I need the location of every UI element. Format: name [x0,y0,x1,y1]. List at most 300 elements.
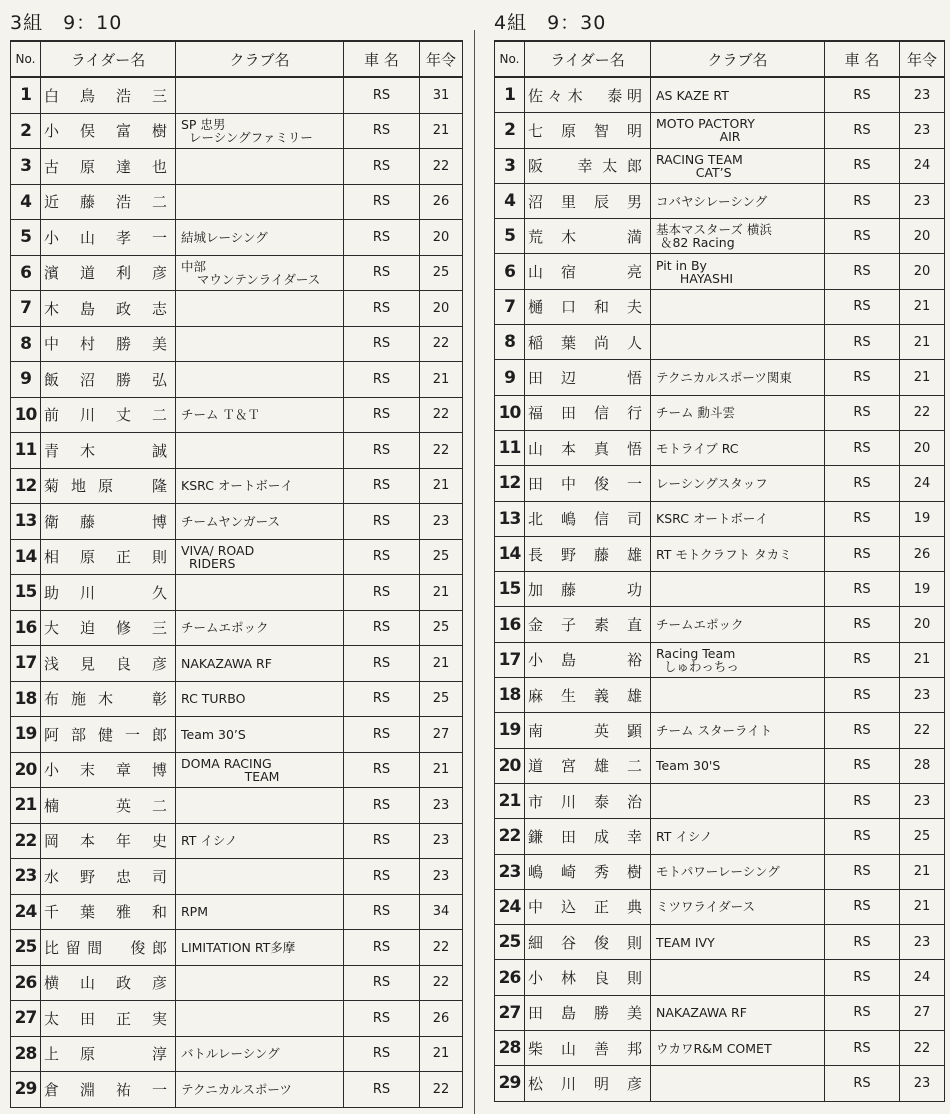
rider-age: 22 [420,326,463,362]
rider-name [525,854,651,889]
club-name: 結城レーシング [176,220,344,256]
rider-name [41,433,176,469]
club-name: チームヤンガース [176,504,344,540]
table-row [495,325,945,360]
table-row [495,607,945,642]
rider-age: 23 [900,1066,945,1101]
header-vehicle: 車 名 [344,41,420,77]
rider-age: 21 [420,362,463,398]
rider-name [525,642,651,677]
table-row [11,291,463,327]
table-row [11,113,463,149]
rider-name-text: 比留間 俊郎 [44,938,167,957]
entry-number: 25 [11,930,41,966]
club-name [176,433,344,469]
table-row [495,219,945,254]
rider-age: 23 [900,183,945,218]
rider-name [41,752,176,788]
table-row [495,642,945,677]
club-name [176,149,344,185]
table-row [495,783,945,818]
entry-number: 7 [11,291,41,327]
table-row [11,646,463,682]
rider-name [525,783,651,818]
vehicle-name: RS [344,575,420,611]
rider-name [525,360,651,395]
table-row [495,678,945,713]
table-row [495,925,945,960]
club-name [176,575,344,611]
club-name: RT イシノ [651,819,825,854]
entry-number: 25 [495,925,525,960]
vehicle-name: RS [344,77,420,113]
entry-number: 15 [495,572,525,607]
club-name: コバヤシレーシング [651,183,825,218]
vehicle-name: RS [825,678,900,713]
rider-name [41,184,176,220]
rider-name-text: 柴山善邦 [528,1039,642,1058]
rider-name-text: 小島 裕 [528,651,642,670]
rider-age: 20 [420,291,463,327]
rider-name-text: 沼里辰男 [528,192,642,211]
rider-age: 22 [900,1031,945,1066]
vehicle-name: RS [825,783,900,818]
entry-table [10,40,463,1108]
entry-number: 20 [495,748,525,783]
rider-name [525,607,651,642]
rider-name-text: 中村勝美 [44,335,167,354]
club-name [176,788,344,824]
rider-name-text: 田島勝美 [528,1004,642,1023]
rider-name-text: 楠 英二 [44,796,167,815]
rider-name-text: 青木 誠 [44,441,167,460]
table-row [11,468,463,504]
rider-age: 20 [420,220,463,256]
table-row [11,255,463,291]
entry-number: 28 [495,1031,525,1066]
table-row [11,610,463,646]
vehicle-name: RS [344,362,420,398]
club-name [651,783,825,818]
vehicle-name: RS [344,149,420,185]
rider-age: 24 [900,148,945,183]
rider-age: 27 [420,717,463,753]
table-row [11,397,463,433]
vehicle-name: RS [344,1001,420,1037]
table-row [495,113,945,148]
table-row [11,220,463,256]
rider-name [41,468,176,504]
club-name: テクニカルスポーツ関東 [651,360,825,395]
club-name [651,325,825,360]
entry-number: 4 [495,183,525,218]
rider-name [41,894,176,930]
header-no: No. [11,41,41,77]
club-name: KSRC オートボーイ [651,501,825,536]
rider-name [525,395,651,430]
vehicle-name: RS [344,610,420,646]
entry-number: 18 [495,678,525,713]
rider-age: 23 [900,783,945,818]
header-vehicle: 車 名 [825,41,900,77]
rider-age: 21 [900,642,945,677]
rider-name [41,1072,176,1108]
vehicle-name: RS [344,1072,420,1108]
rider-name [525,325,651,360]
rider-name-text: 水野忠司 [44,867,167,886]
rider-name-text: 横山政彦 [44,974,167,993]
rider-age: 22 [420,965,463,1001]
club-name: モトライブ RC [651,430,825,465]
rider-name-text: 白鳥浩三 [44,86,167,105]
rider-name-text: 金子素直 [528,616,642,635]
table-row [495,501,945,536]
entry-number: 24 [495,889,525,924]
rider-age: 23 [420,788,463,824]
rider-name-text: 小林良則 [528,969,642,988]
rider-name [525,748,651,783]
rider-name-text: 麻生義雄 [528,686,642,705]
rider-age: 21 [900,854,945,889]
entry-number: 29 [495,1066,525,1101]
rider-age: 20 [900,254,945,289]
vehicle-name: RS [344,504,420,540]
vehicle-name: RS [344,717,420,753]
rider-age: 34 [420,894,463,930]
entry-number: 18 [11,681,41,717]
header-age: 年令 [900,41,945,77]
vehicle-name: RS [344,220,420,256]
vehicle-name: RS [825,360,900,395]
rider-name-text: 七原智明 [528,121,642,140]
rider-age: 22 [420,1072,463,1108]
rider-name [41,610,176,646]
rider-age: 26 [900,536,945,571]
rider-name [41,1001,176,1037]
entry-number: 17 [11,646,41,682]
vehicle-name: RS [825,395,900,430]
club-name: RPM [176,894,344,930]
rider-name [525,536,651,571]
rider-age: 21 [420,646,463,682]
entry-number: 19 [495,713,525,748]
rider-name-text: 小俣富樹 [44,122,167,141]
table-row [11,717,463,753]
rider-age: 24 [900,960,945,995]
vehicle-name: RS [825,748,900,783]
entry-number: 14 [495,536,525,571]
table-row [495,713,945,748]
rider-name-text: 松川明彦 [528,1074,642,1093]
entry-number: 22 [495,819,525,854]
entry-number: 9 [495,360,525,395]
rider-name [41,113,176,149]
rider-name-text: 加藤 功 [528,580,642,599]
rider-age: 19 [900,501,945,536]
rider-name-text: 阪 幸太郎 [528,157,642,176]
entry-number: 8 [495,325,525,360]
rider-name [525,501,651,536]
entry-number: 16 [495,607,525,642]
entry-number: 3 [495,148,525,183]
vehicle-name: RS [825,925,900,960]
vehicle-name: RS [825,889,900,924]
rider-age: 21 [420,752,463,788]
entry-number: 3 [11,149,41,185]
table-row [495,395,945,430]
rider-age: 31 [420,77,463,113]
rider-name-text: 布施木 彰 [44,690,167,709]
table-row [495,183,945,218]
rider-name-text: 小山孝一 [44,228,167,247]
rider-age: 25 [900,819,945,854]
rider-age: 20 [900,430,945,465]
club-name: Pit in By HAYASHI [651,254,825,289]
rider-age: 21 [420,468,463,504]
rider-name [41,539,176,575]
entry-number: 10 [11,397,41,433]
header-row [495,41,945,77]
table-row [495,148,945,183]
entry-number: 20 [11,752,41,788]
vehicle-name: RS [825,148,900,183]
entry-number: 12 [11,468,41,504]
club-name: チームエポック [176,610,344,646]
table-row [11,184,463,220]
vehicle-name: RS [825,854,900,889]
club-name [176,291,344,327]
rider-age: 23 [900,925,945,960]
entry-number: 5 [11,220,41,256]
vehicle-name: RS [825,501,900,536]
club-name: MOTO PACTORY AIR [651,113,825,148]
club-name [176,184,344,220]
vehicle-name: RS [825,960,900,995]
rider-age: 26 [420,184,463,220]
rider-name [41,717,176,753]
rider-name-text: 道宮雄二 [528,757,642,776]
table-row [495,854,945,889]
vehicle-name: RS [825,995,900,1030]
table-row [495,360,945,395]
table-row [495,254,945,289]
rider-name [525,148,651,183]
rider-name-text: 相原正則 [44,548,167,567]
rider-name-text: 大迫修三 [44,619,167,638]
rider-name [41,77,176,113]
rider-name [41,504,176,540]
rider-name-text: 嶋崎秀樹 [528,863,642,882]
club-name: ウカワR&M COMET [651,1031,825,1066]
entry-number: 11 [11,433,41,469]
entry-number: 7 [495,289,525,324]
entry-number: 27 [11,1001,41,1037]
rider-name-text: 太田正実 [44,1009,167,1028]
table-row [11,752,463,788]
table-row [495,995,945,1030]
club-name: 基本マスターズ 横浜 ＆82 Racing [651,219,825,254]
rider-name [525,1066,651,1101]
rider-name-text: 田中俊一 [528,474,642,493]
vehicle-name: RS [344,930,420,966]
club-name: モトパワーレーシング [651,854,825,889]
rider-age: 22 [420,149,463,185]
rider-name-text: 北嶋信司 [528,510,642,529]
entry-number: 27 [495,995,525,1030]
vehicle-name: RS [344,788,420,824]
vehicle-name: RS [344,823,420,859]
table-row [495,1066,945,1101]
rider-name-text: 細谷俊則 [528,933,642,952]
rider-name-text: 田辺 悟 [528,369,642,388]
vehicle-name: RS [825,572,900,607]
rider-name [525,77,651,113]
club-name: レーシングスタッフ [651,466,825,501]
club-name: チーム スターライト [651,713,825,748]
table-row [495,289,945,324]
rider-name [41,930,176,966]
rider-name-text: 飯沼勝弘 [44,370,167,389]
rider-age: 23 [420,823,463,859]
vehicle-name: RS [825,1066,900,1101]
rider-name-text: 古原達也 [44,157,167,176]
vehicle-name: RS [825,113,900,148]
table-row [495,430,945,465]
club-name: RT イシノ [176,823,344,859]
rider-name [41,646,176,682]
group-title: 3組 9：10 [10,12,123,34]
rider-name [41,1036,176,1072]
club-name: AS KAZE RT [651,77,825,113]
entry-number: 16 [11,610,41,646]
entry-number: 12 [495,466,525,501]
rider-name-text: 木島政志 [44,299,167,318]
entry-number: 1 [495,77,525,113]
entry-number: 19 [11,717,41,753]
rider-age: 21 [420,575,463,611]
club-name: チーム Ｔ＆Ｔ [176,397,344,433]
rider-name [41,575,176,611]
club-name [176,1001,344,1037]
table-row [11,433,463,469]
rider-name [525,219,651,254]
table-row [11,326,463,362]
entry-number: 15 [11,575,41,611]
table-row [495,1031,945,1066]
club-name [651,289,825,324]
column-divider [474,30,475,1114]
club-name: NAKAZAWA RF [176,646,344,682]
entry-number: 10 [495,395,525,430]
vehicle-name: RS [825,183,900,218]
rider-name-text: 千葉雅和 [44,903,167,922]
table-row [11,539,463,575]
entry-number: 11 [495,430,525,465]
header-rider: ライダー名 [41,41,176,77]
table-row [11,894,463,930]
club-name: KSRC オートボーイ [176,468,344,504]
club-name: TEAM IVY [651,925,825,960]
rider-name-text: 佐々木 泰明 [528,86,642,105]
vehicle-name: RS [344,255,420,291]
vehicle-name: RS [344,291,420,327]
rider-name [525,889,651,924]
club-name: チームエポック [651,607,825,642]
entry-number: 29 [11,1072,41,1108]
rider-age: 21 [420,113,463,149]
table-row [495,77,945,113]
club-name: ミツワライダース [651,889,825,924]
table-row [11,823,463,859]
rider-age: 23 [900,113,945,148]
entry-number: 23 [495,854,525,889]
entry-number: 28 [11,1036,41,1072]
vehicle-name: RS [825,219,900,254]
rider-name [525,254,651,289]
rider-age: 23 [420,504,463,540]
rider-age: 21 [420,1036,463,1072]
table-row [11,681,463,717]
table-row [11,575,463,611]
club-name [176,362,344,398]
rider-name-text: 南 英顕 [528,721,642,740]
rider-name [525,113,651,148]
rider-name-text: 鎌田成幸 [528,827,642,846]
rider-age: 28 [900,748,945,783]
table-row [495,819,945,854]
vehicle-name: RS [825,536,900,571]
rider-age: 20 [900,607,945,642]
vehicle-name: RS [825,325,900,360]
club-name: 中部 マウンテンライダース [176,255,344,291]
rider-name [41,362,176,398]
vehicle-name: RS [344,646,420,682]
rider-name-text: 山宿 亮 [528,263,642,282]
table-row [495,536,945,571]
rider-name [525,925,651,960]
table-row [495,889,945,924]
vehicle-name: RS [825,289,900,324]
table-row [495,572,945,607]
rider-name-text: 上原 淳 [44,1045,167,1064]
rider-name [525,995,651,1030]
rider-name-text: 前川丈二 [44,406,167,425]
entry-number: 8 [11,326,41,362]
rider-name-text: 小末章博 [44,761,167,780]
vehicle-name: RS [344,397,420,433]
vehicle-name: RS [825,819,900,854]
club-name [176,77,344,113]
club-name: RACING TEAM CAT’S [651,148,825,183]
rider-name [525,713,651,748]
club-name [176,965,344,1001]
rider-age: 19 [900,572,945,607]
rider-name [41,859,176,895]
entry-number: 2 [11,113,41,149]
header-rider: ライダー名 [525,41,651,77]
vehicle-name: RS [344,468,420,504]
entry-number: 6 [495,254,525,289]
club-name: テクニカルスポーツ [176,1072,344,1108]
rider-age: 25 [420,255,463,291]
vehicle-name: RS [825,642,900,677]
club-name [651,572,825,607]
club-name [651,678,825,713]
vehicle-name: RS [825,607,900,642]
rider-age: 21 [900,360,945,395]
vehicle-name: RS [344,539,420,575]
vehicle-name: RS [344,752,420,788]
